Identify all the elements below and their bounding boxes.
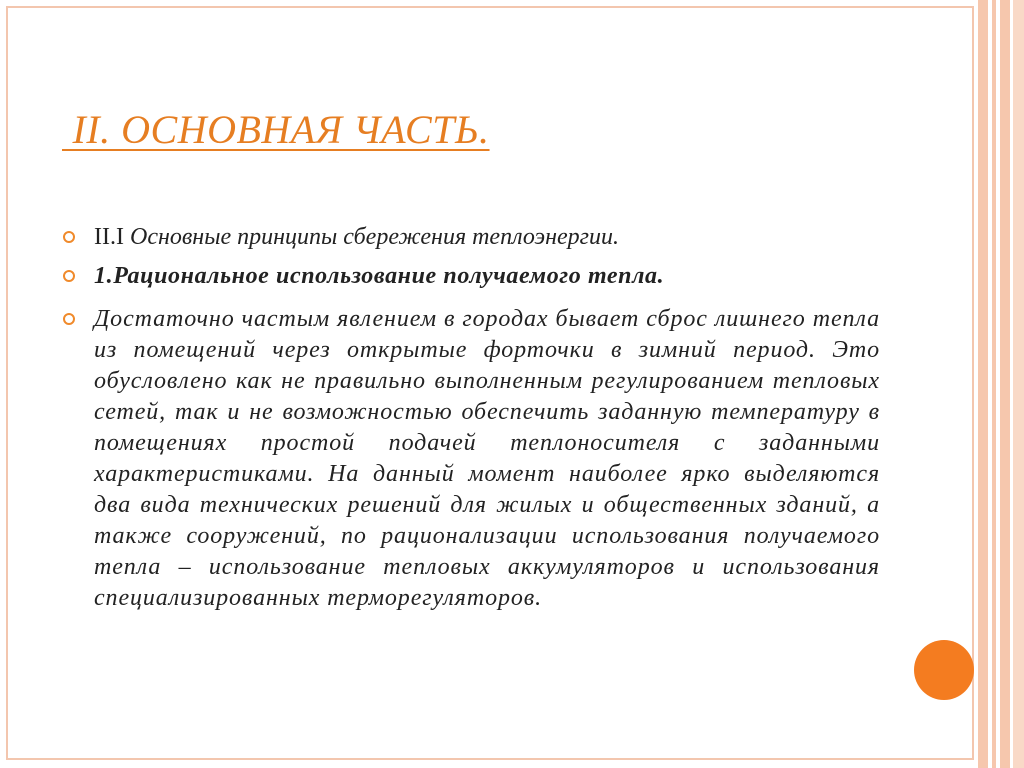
bullet-circle-icon (63, 231, 75, 243)
slide-content (62, 222, 880, 622)
side-stripe (992, 0, 996, 768)
slide-title: II. ОСНОВНАЯ ЧАСТЬ. (62, 107, 490, 152)
bullet-item (62, 261, 880, 292)
section-number: II.I (94, 224, 130, 250)
decorative-circle-icon (914, 640, 974, 700)
side-stripe (1000, 0, 1010, 768)
bullet-item (62, 222, 880, 253)
bullet-circle-icon (63, 313, 75, 325)
subsection-heading: 1.Рациональное использование получаемого тепла. (94, 263, 665, 289)
bullet-item (62, 304, 880, 614)
bullet-circle-icon (63, 270, 75, 282)
section-heading: Основные принципы сбережения теплоэнергии. (129, 224, 620, 250)
side-stripe (978, 0, 988, 768)
side-stripe (1013, 0, 1024, 768)
body-paragraph: Достаточно частым явлением в городах бывает сброс лишнего тепла из помещений через открытые форточки в зимний период. Это обусловлено как не правильно выполненным регулированием тепловых сетей, так и не возможностью обеспечить заданную температуру в помещениях простой подачей теплоносителя с заданными характеристиками. На данный момент наиболее ярко выделяются два вида технических решений для жилых и общественных зданий, а также сооружений, по рационализации использования получаемого тепла – использование тепловых аккумуляторов и использования специализированных терморегуляторов. (94, 306, 880, 611)
